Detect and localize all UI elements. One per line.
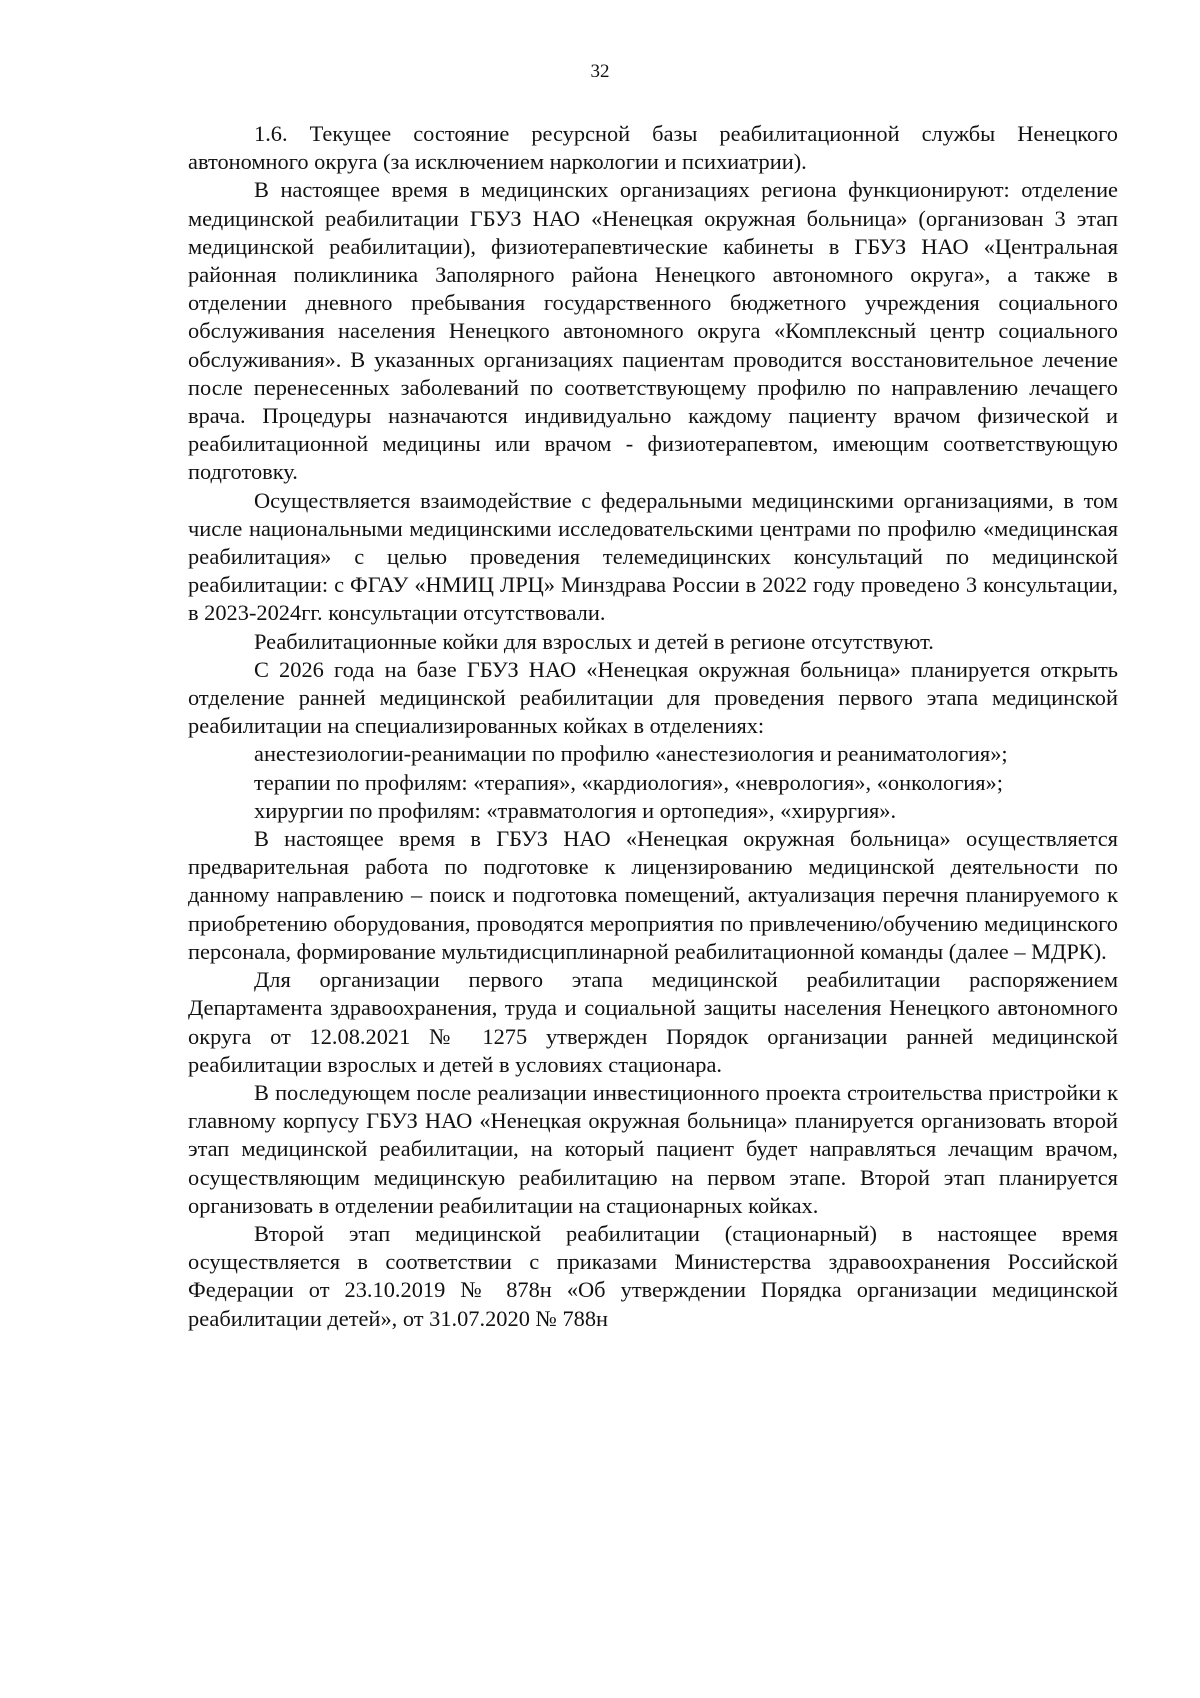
paragraph-anesthesiology: анестезиологии-реанимации по профилю «анестезиология и реаниматология»; (254, 741, 1008, 767)
paragraph-first-stage-order: Для организации первого этапа медицинской реабилитации распоряжением Департамента здравоохранения, труда и социальной защиты населения Ненецкого автономного округа от 12.08.2021 № 1275 утвержден Порядок организации ранней медицинской реабилитации взрослых и детей в условиях стационара. (188, 967, 1118, 1077)
paragraph-licensing-preparation: В настоящее время в ГБУЗ НАО «Ненецкая окружная больница» осуществляется предварительная работа по подготовке к лицензированию медицинской деятельности по данному направлению – поиск и подготовка помещений, актуализация перечня планируемого к приобретению оборудования, проводятся мероприятия по привлечению/обучению медицинского персонала, формирование мультидисциплинарной реабилитационной команды (далее – МДРК). (188, 826, 1118, 964)
paragraph-second-stage-plan: В последующем после реализации инвестиционного проекта строительства пристройки к главному корпусу ГБУЗ НАО «Ненецкая окружная больница» планируется организовать второй этап медицинской реабилитации, на который пациент будет направляться лечащим врачом, осуществляющим медицинскую реабилитацию на первом этапе. Второй этап планируется организовать в отделении реабилитации на стационарных койках. (188, 1079, 1118, 1218)
document-body (188, 120, 1118, 1333)
paragraph-section-heading: 1.6. Текущее состояние ресурсной базы реабилитационной службы Ненецкого автономного округа (за исключением наркологии и психиатрии). (188, 121, 1118, 175)
paragraph-federal-cooperation: Осуществляется взаимодействие с федеральными медицинскими организациями, в том числе национальными медицинскими исследовательскими центрами по профилю «медицинская реабилитация» с целью проведения телемедицинских консультаций по медицинской реабилитации: с ФГАУ «НМИЦ ЛРЦ» Минздрава России в 2022 году проведено 3 консультации, в 2023-2024гг. консультации отсутствовали. (188, 487, 1118, 626)
paragraph-surgery: хирургии по профилям: «травматология и ортопедия», «хирургия». (254, 797, 897, 823)
page-number: 32 (590, 61, 610, 82)
paragraph-therapy: терапии по профилям: «терапия», «кардиология», «неврология», «онкология»; (254, 769, 1003, 795)
paragraph-second-stage-orders: Второй этап медицинской реабилитации (стационарный) в настоящее время осуществляется в соответствии с приказами Министерства здравоохранения Российской Федерации от 23.10.2019 № 878н «Об утверждении Порядка организации медицинской реабилитации детей», от 31.07.2020 № 788н (188, 1220, 1118, 1331)
paragraph-2026-plan: С 2026 года на базе ГБУЗ НАО «Ненецкая окружная больница» планируется открыть отделение ранней медицинской реабилитации для проведения первого этапа медицинской реабилитации на специализированных койках в отделениях: (188, 656, 1118, 739)
paragraph-no-beds: Реабилитационные койки для взрослых и детей в регионе отсутствуют. (254, 628, 934, 654)
paragraph-rehab-facilities: В настоящее время в медицинских организациях региона функционируют: отделение медицинской реабилитации ГБУЗ НАО «Ненецкая окружная больница» (организован 3 этап медицинской реабилитации), физиотерапевтические кабинеты в ГБУЗ НАО «Центральная районная поликлиника Заполярного района Ненецкого автономного округа», а также в отделении дневного пребывания государственного бюджетного учреждения социального обслуживания населения Ненецкого автономного округа «Комплексный центр социального обслуживания». В указанных организациях пациентам проводится восстановительное лечение после перенесенных заболеваний по соответствующему профилю по направлению лечащего врача. Процедуры назначаются индивидуально каждому пациенту врачом физической и реабилитационной медицины или врачом - физиотерапевтом, имеющим соответствующую подготовку. (188, 177, 1118, 485)
